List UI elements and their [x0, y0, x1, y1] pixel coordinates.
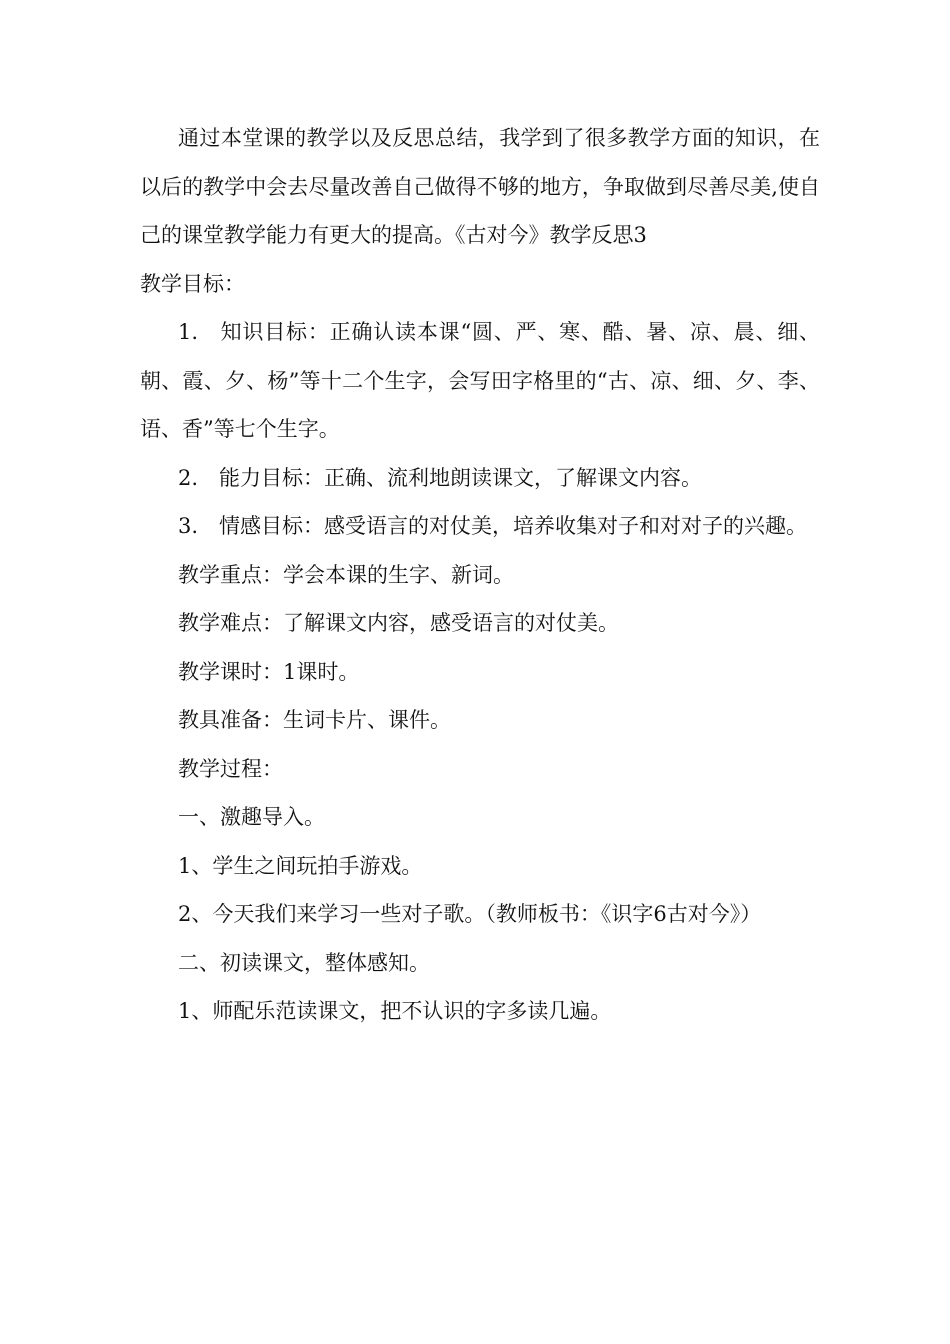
paragraph-reflection-summary: 通过本堂课的教学以及反思总结，我学到了很多教学方面的知识，在以后的教学中会去尽量改善自己做得不够的地方，争取做到尽善尽美,使自己的课堂教学能力有更大的提高。《古对今》教学反思3: [140, 126, 820, 247]
paragraph-emotion-goal: 3. 情感目标：感受语言的对仗美，培养收集对子和对对子的兴趣。: [178, 514, 808, 538]
paragraph-teaching-aids: 教具准备：生词卡片、课件。: [178, 708, 451, 732]
document-body: [140, 114, 820, 1036]
paragraph-teaching-process: 教学过程：: [178, 756, 283, 781]
paragraph-knowledge-goal: 1. 知识目标：正确认读本课“圆、严、寒、酷、暑、凉、晨、细、朝、霞、夕、杨”等十二个生字，会写田字格里的“古、凉、细、夕、李、语、香”等七个生字。: [140, 320, 820, 441]
paragraph-teaching-difficulty: 教学难点：了解课文内容，感受语言的对仗美。: [178, 611, 619, 635]
paragraph-teaching-focus: 教学重点：学会本课的生字、新词。: [178, 562, 514, 587]
paragraph-section-two: 二、初读课文，整体感知。: [178, 950, 430, 975]
paragraph-teaching-goals-heading: 教学目标：: [140, 271, 245, 296]
paragraph-ability-goal: 2. 能力目标：正确、流利地朗读课文，了解课文内容。: [178, 465, 703, 490]
paragraph-class-hours: 教学课时：1课时。: [178, 659, 360, 684]
paragraph-step-one-one: 1、学生之间玩拍手游戏。: [178, 853, 423, 878]
paragraph-step-one-two: 2、今天我们来学习一些对子歌。（教师板书：《识字6古对今》）: [178, 902, 762, 926]
paragraph-section-one: 一、激趣导入。: [178, 805, 325, 829]
paragraph-step-two-one: 1、师配乐范读课文，把不认识的字多读几遍。: [178, 999, 612, 1023]
